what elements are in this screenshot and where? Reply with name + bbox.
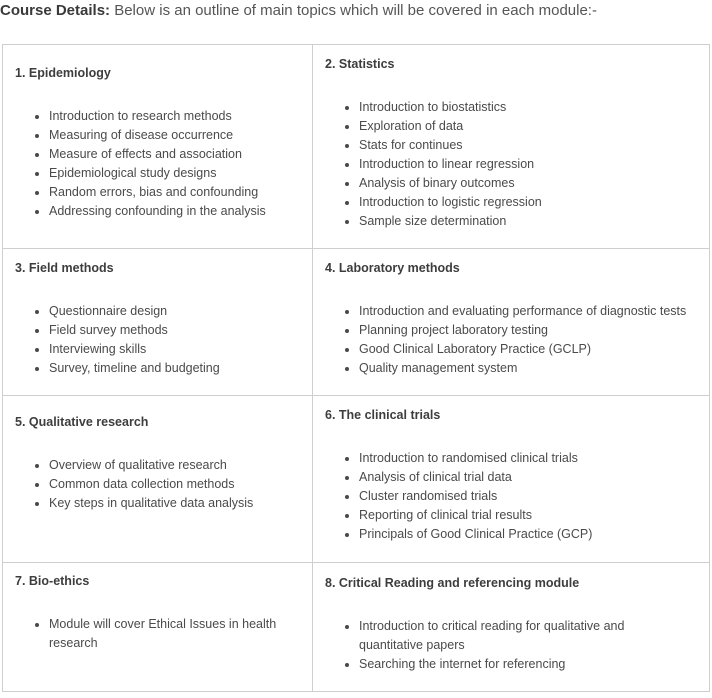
module-cell-qualitative-research xyxy=(15,415,307,513)
topic-item: Introduction to randomised clinical trials xyxy=(325,449,705,468)
topic-item: Measuring of disease occurrence xyxy=(15,126,307,145)
module-title: 3. Field methods xyxy=(15,261,114,275)
topic-item: Key steps in qualitative data analysis xyxy=(15,494,307,513)
modules-table xyxy=(2,44,710,692)
row-divider xyxy=(3,562,709,563)
topic-item: Quality management system xyxy=(325,359,705,378)
topic-item: Survey, timeline and budgeting xyxy=(15,359,307,378)
module-cell-statistics xyxy=(325,57,705,231)
topic-item: Questionnaire design xyxy=(15,302,307,321)
topic-list xyxy=(325,302,705,378)
module-title: 2. Statistics xyxy=(325,57,395,71)
module-cell-laboratory-methods xyxy=(325,261,705,378)
topic-list xyxy=(15,456,307,513)
module-title: 7. Bio-ethics xyxy=(15,574,90,588)
topic-list xyxy=(325,617,685,674)
topic-item: Field survey methods xyxy=(15,321,307,340)
topic-list xyxy=(325,449,705,544)
topic-list xyxy=(325,98,705,231)
topic-item: Module will cover Ethical Issues in health research xyxy=(15,615,277,653)
course-details-text: Below is an outline of main topics which will be covered in each module:- xyxy=(110,2,597,19)
topic-item: Good Clinical Laboratory Practice (GCLP) xyxy=(325,340,705,359)
topic-item: Analysis of clinical trial data xyxy=(325,468,705,487)
topic-item: Common data collection methods xyxy=(15,475,307,494)
module-cell-critical-reading xyxy=(325,576,685,674)
column-divider xyxy=(312,45,313,691)
module-cell-clinical-trials xyxy=(325,408,705,544)
module-cell-field-methods xyxy=(15,261,307,378)
topic-item: Addressing confounding in the analysis xyxy=(15,202,307,221)
topic-item: Analysis of binary outcomes xyxy=(325,174,705,193)
topic-list xyxy=(15,107,307,221)
topic-item: Cluster randomised trials xyxy=(325,487,705,506)
topic-item: Random errors, bias and confounding xyxy=(15,183,307,202)
topic-item: Introduction to critical reading for qualitative and quantitative papers xyxy=(325,617,685,655)
topic-item: Measure of effects and association xyxy=(15,145,307,164)
topic-item: Stats for continues xyxy=(325,136,705,155)
module-title: 4. Laboratory methods xyxy=(325,261,460,275)
topic-item: Overview of qualitative research xyxy=(15,456,307,475)
topic-item: Exploration of data xyxy=(325,117,705,136)
module-title: 5. Qualitative research xyxy=(15,415,149,429)
module-cell-epidemiology xyxy=(15,66,307,221)
topic-item: Sample size determination xyxy=(325,212,705,231)
topic-item: Principals of Good Clinical Practice (GCP) xyxy=(325,525,705,544)
topic-list xyxy=(15,302,307,378)
topic-item: Searching the internet for referencing xyxy=(325,655,685,674)
module-title: 8. Critical Reading and referencing module xyxy=(325,576,580,590)
topic-item: Introduction to research methods xyxy=(15,107,307,126)
module-title: 1. Epidemiology xyxy=(15,66,111,80)
topic-item: Introduction to logistic regression xyxy=(325,193,705,212)
row-divider xyxy=(3,248,709,249)
module-cell-bio-ethics xyxy=(15,574,277,653)
topic-item: Planning project laboratory testing xyxy=(325,321,705,340)
course-details-label: Course Details: xyxy=(0,2,111,19)
module-title: 6. The clinical trials xyxy=(325,408,441,422)
row-divider xyxy=(3,395,709,396)
topic-item: Interviewing skills xyxy=(15,340,307,359)
topic-item: Introduction to biostatistics xyxy=(325,98,705,117)
topic-list xyxy=(15,615,277,653)
topic-item: Introduction to linear regression xyxy=(325,155,705,174)
topic-item: Introduction and evaluating performance of diagnostic tests xyxy=(325,302,705,321)
topic-item: Epidemiological study designs xyxy=(15,164,307,183)
course-details-intro xyxy=(0,2,597,19)
topic-item: Reporting of clinical trial results xyxy=(325,506,705,525)
